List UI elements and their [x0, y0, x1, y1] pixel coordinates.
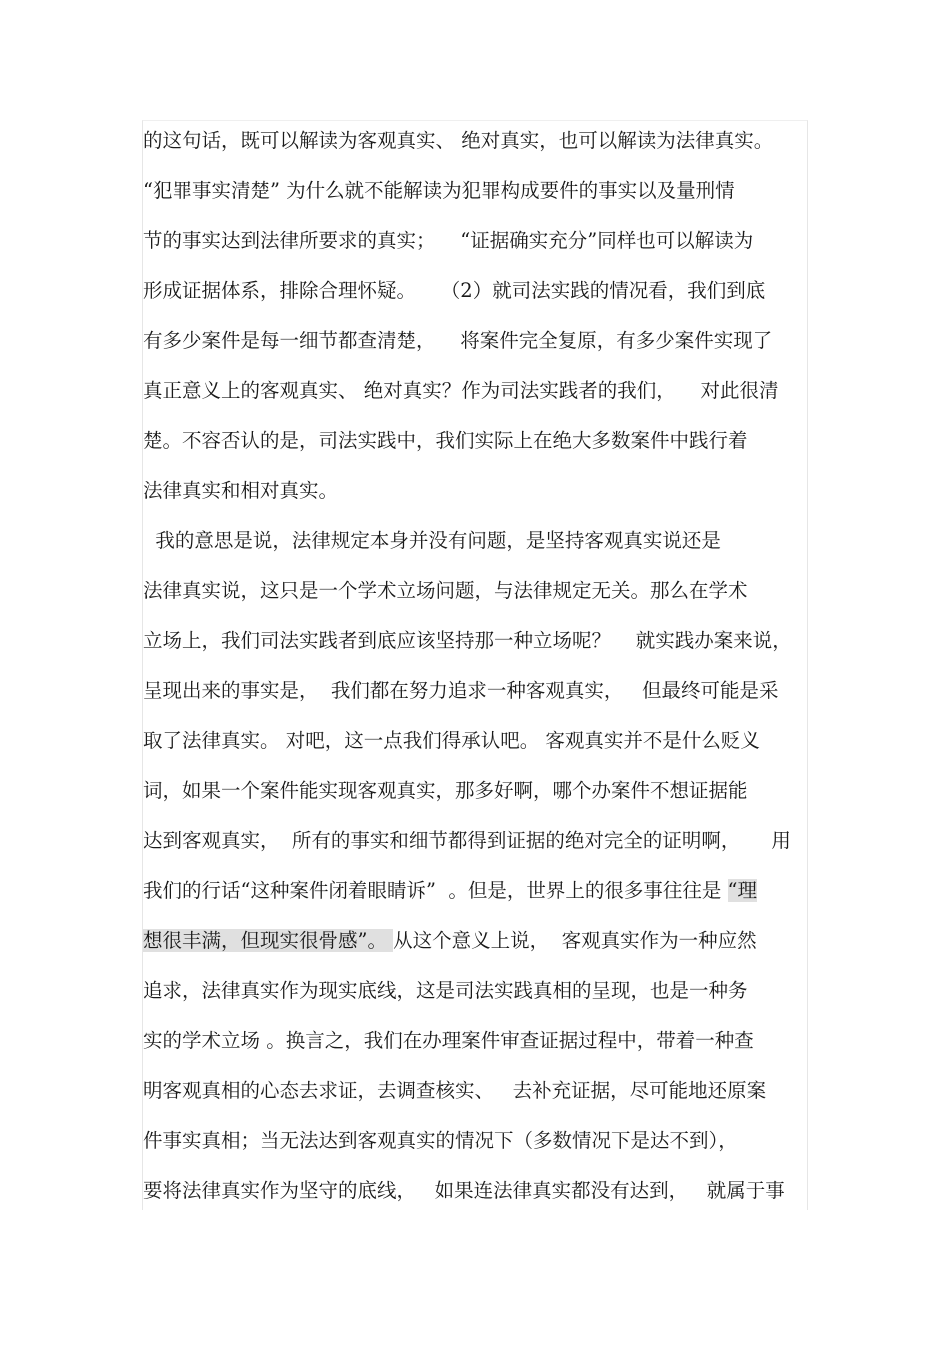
text-line: 形成证据体系，排除合理怀疑。 （2）就司法实践的情况看，我们到底: [143, 279, 766, 302]
text-line: 明客观真相的心态去求证，去调查核实、 去补充证据，尽可能地还原案: [143, 1079, 767, 1102]
text-line: 节的事实达到法律所要求的真实； “证据确实充分”同样也可以解读为: [143, 229, 754, 252]
paragraph-start-line: 我的意思是说，法律规定本身并没有问题，是坚持客观真实说还是: [143, 529, 721, 552]
text-line: 实的学术立场 。换言之，我们在办理案件审查证据过程中，带着一种查: [143, 1029, 754, 1052]
text-line: 法律真实和相对真实。: [143, 479, 339, 502]
text-line: 的这句话，既可以解读为客观真实、 绝对真实，也可以解读为法律真实。: [143, 129, 774, 152]
text-line: 想很丰满，但现实很骨感”。 从这个意义上说， 客观真实作为一种应然: [143, 929, 757, 952]
text-line: 追求，法律真实作为现实底线，这是司法实践真相的呈现，也是一种务: [143, 979, 748, 1002]
highlighted-text: “理: [727, 879, 758, 902]
text-line: 呈现出来的事实是， 我们都在努力追求一种客观真实， 但最终可能是采: [143, 679, 779, 702]
text-line: 真正意义上的客观真实、 绝对真实？作为司法实践者的我们， 对此很清: [143, 379, 779, 402]
text-line: 楚。不容否认的是，司法实践中，我们实际上在绝大多数案件中践行着: [143, 429, 748, 452]
text-line: 件事实真相；当无法达到客观真实的情况下（多数情况下是达不到），: [143, 1129, 738, 1152]
text-line: 词，如果一个案件能实现客观真实，那多好啊，哪个办案件不想证据能: [143, 779, 748, 802]
text-line: 我们的行话“这种案件闭着眼睛诉” 。但是，世界上的很多事往往是 “理: [143, 879, 758, 902]
text-line: 法律真实说，这只是一个学术立场问题，与法律规定无关。那么在学术: [143, 579, 748, 602]
text-line: 取了法律真实。 对吧，这一点我们得承认吧。 客观真实并不是什么贬义: [143, 729, 760, 752]
text-line: 立场上，我们司法实践者到底应该坚持那一种立场呢？ 就实践办案来说，: [143, 629, 792, 652]
text-line: 要将法律真实作为坚守的底线， 如果连法律真实都没有达到， 就属于事: [143, 1179, 785, 1202]
text-line: “犯罪事实清楚” 为什么就不能解读为犯罪构成要件的事实以及量刑情: [143, 179, 735, 202]
highlighted-text: 想很丰满，但现实很骨感”。: [143, 929, 394, 952]
text-line: 有多少案件是每一细节都查清楚， 将案件完全复原，有多少案件实现了: [143, 329, 773, 352]
text-line: 达到客观真实， 所有的事实和细节都得到证据的绝对完全的证明啊， 用: [143, 829, 791, 852]
text-body: [142, 120, 808, 1210]
